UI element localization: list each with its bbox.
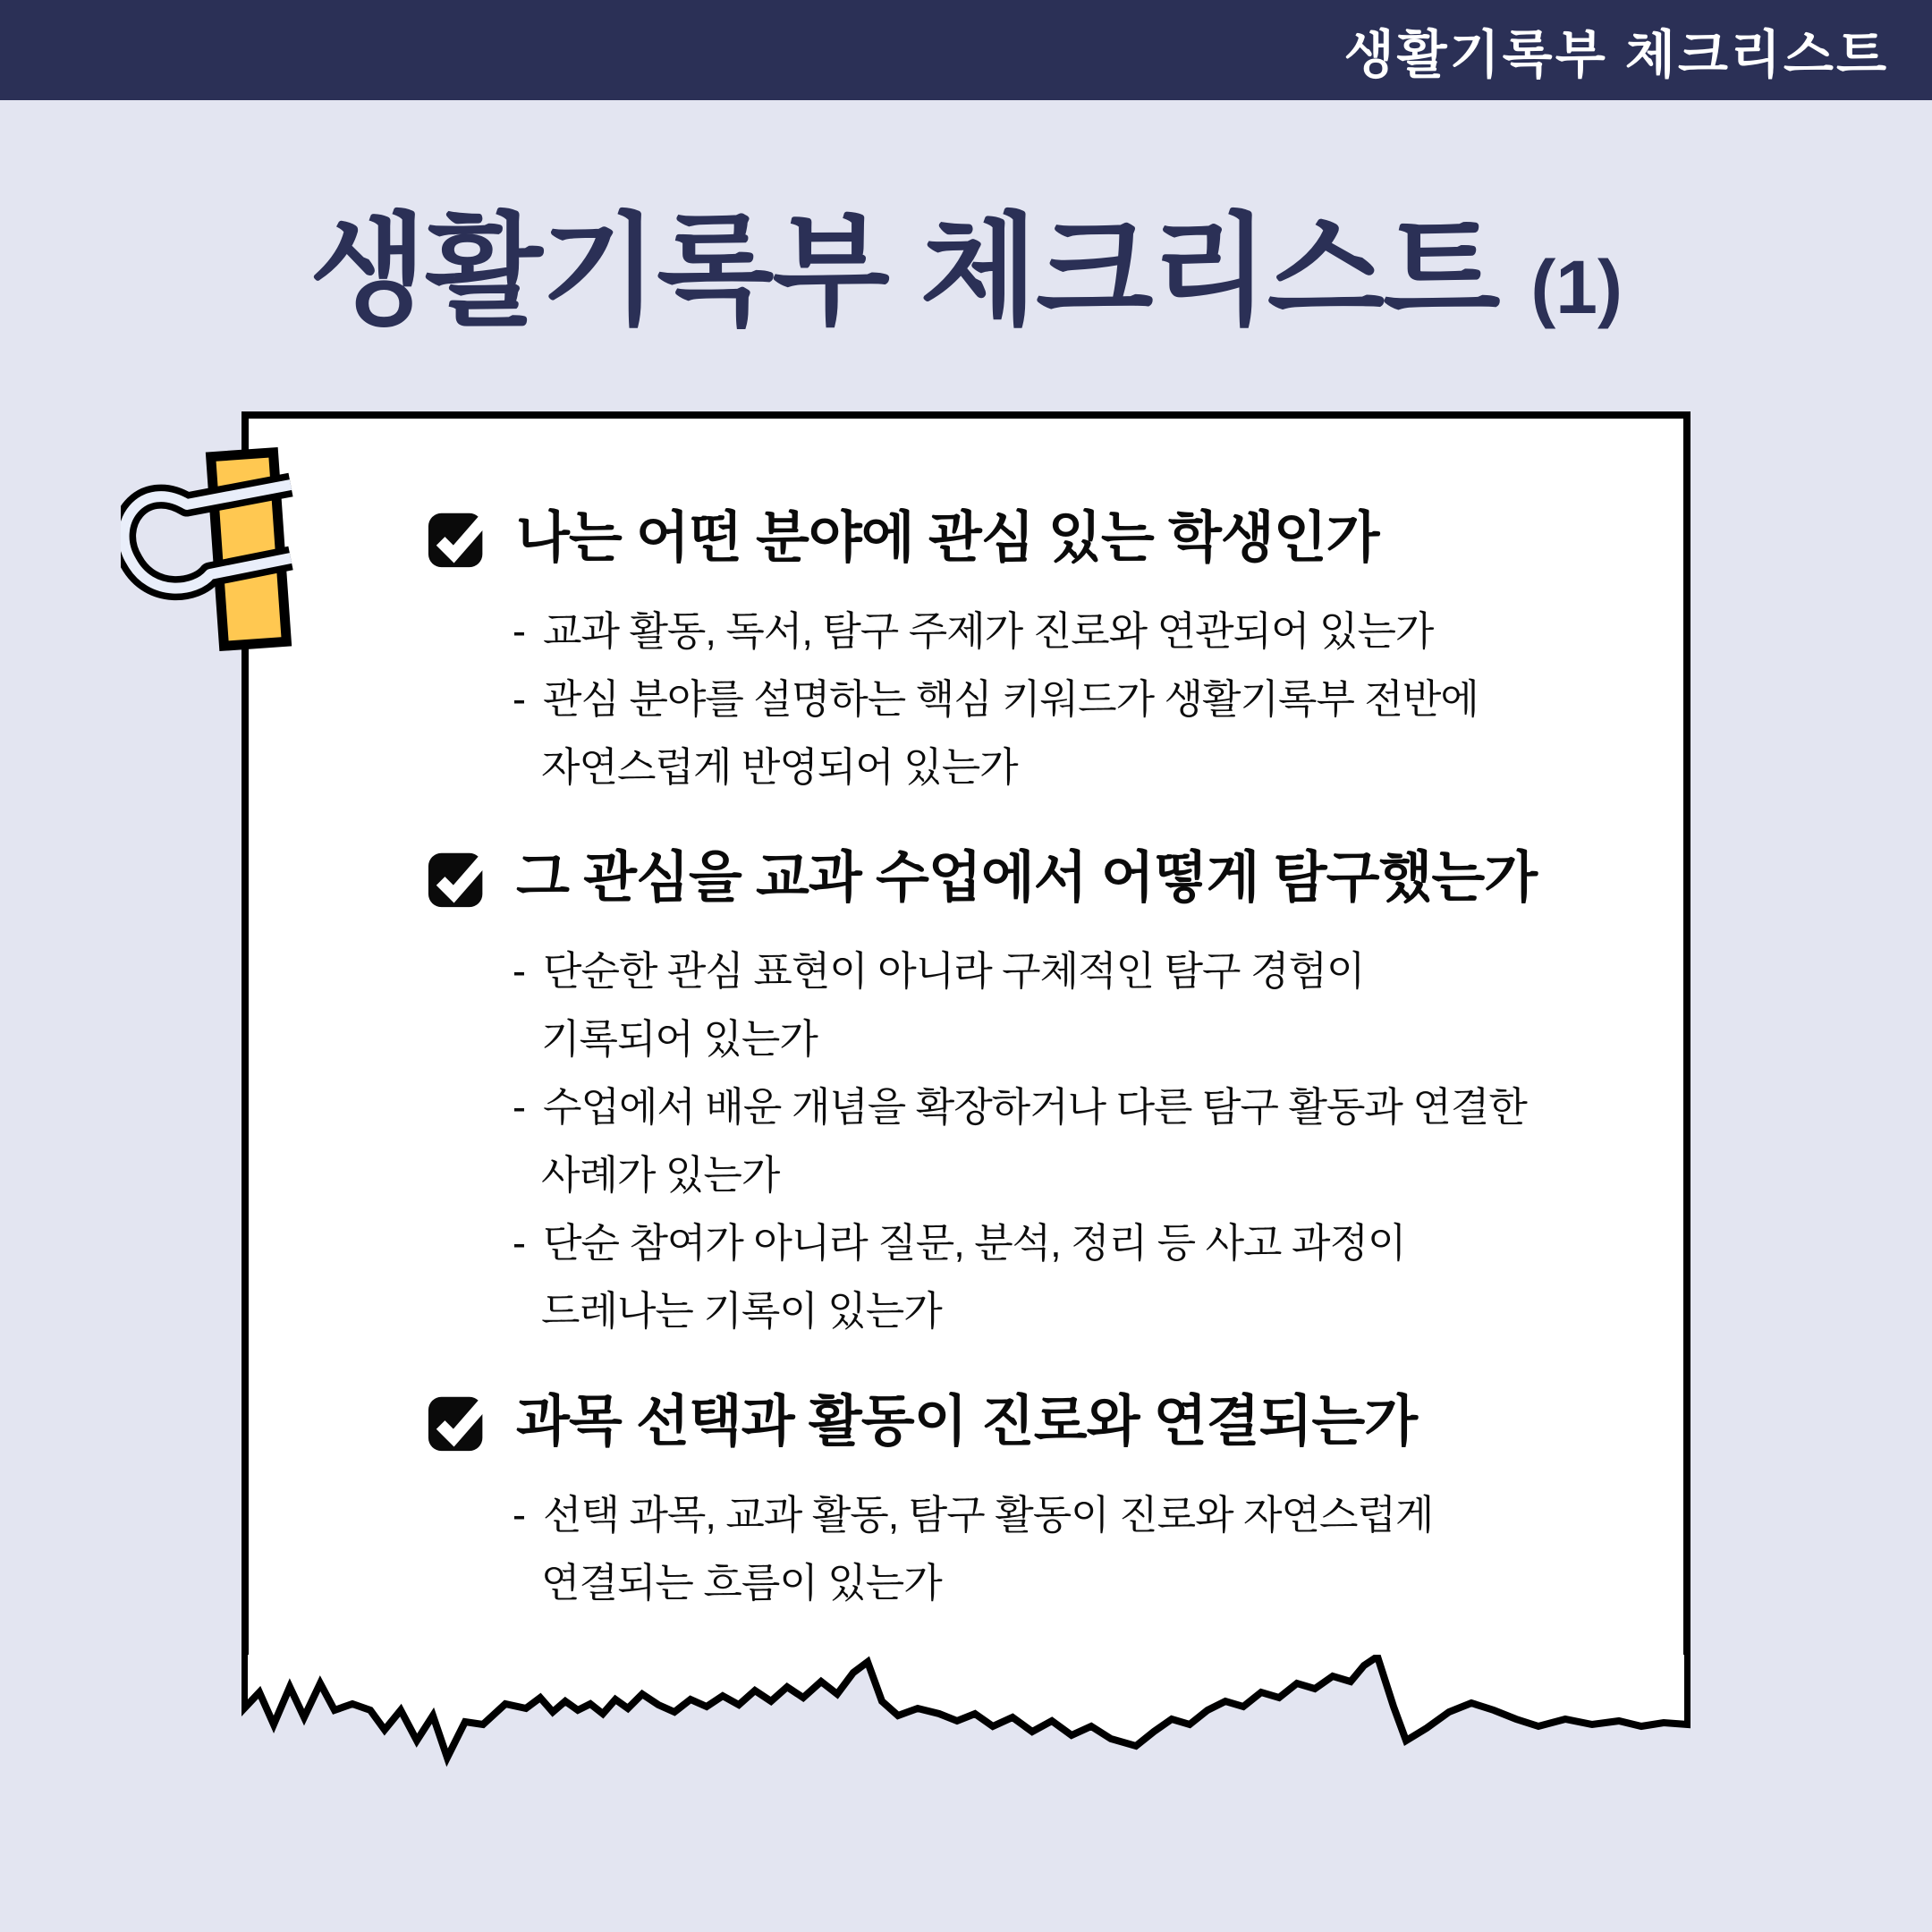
paper-sheet [242,411,1690,1657]
checked-checkbox-icon [427,844,495,912]
item-heading-row [427,844,1648,912]
bullet-dash: - [513,948,525,994]
point-text: 교과 활동, 독서, 탐구 주제가 진로와 연관되어 있는가 [543,608,1434,654]
point-line: 사례가 있는가 [541,1152,780,1198]
item-heading: 그 관심을 교과 수업에서 어떻게 탐구했는가 [516,846,1538,909]
top-banner [0,0,1932,100]
point-line: 연결되는 흐름이 있는가 [541,1560,942,1606]
page-title-number: (1) [1530,245,1623,329]
item-heading-row [427,1388,1648,1456]
torn-paper-edge [242,1655,1690,1771]
top-banner-label: 생활기록부 체크리스트 [1343,26,1889,84]
item-points [427,937,1648,1345]
point-line [513,665,1648,733]
binder-clip-icon [121,445,353,723]
point-text: 단순한 관심 표현이 아니라 구체적인 탐구 경험이 [543,948,1365,994]
page-title-text: 생활기록부 체크리스트 [309,203,1499,339]
point-line [513,597,1648,665]
bullet-dash: - [513,676,525,722]
bullet-dash: - [513,1084,525,1130]
point-line: 기록되어 있는가 [541,1016,818,1062]
page-title [0,199,1932,344]
point-line: 드레나는 기록이 있는가 [541,1288,942,1334]
point-line [513,1209,1648,1277]
item-heading-row [427,504,1648,572]
item-points [427,597,1648,801]
point-text: 단순 참여가 아니라 질문, 분석, 정리 등 사고 과정이 [543,1220,1406,1266]
point-line [513,937,1648,1005]
bullet-dash: - [513,1492,525,1538]
bullet-dash: - [513,608,525,654]
checklist-item [427,844,1648,1345]
point-line [513,1073,1648,1141]
checked-checkbox-icon [427,504,495,572]
item-heading: 과목 선택과 활동이 진로와 연결되는가 [516,1390,1418,1453]
point-line [513,1481,1648,1549]
point-text: 수업에서 배운 개념을 확장하거나 다른 탐구 활동과 연결한 [543,1084,1527,1130]
checklist-item [427,1388,1648,1617]
point-line: 자연스럽게 반영되어 있는가 [541,744,1018,790]
checked-checkbox-icon [427,1388,495,1456]
bullet-dash: - [513,1220,525,1266]
point-text: 관심 분야를 설명하는 핵심 키워드가 생활기록부 전반에 [543,676,1479,722]
checklist-item [427,504,1648,801]
point-text: 선택 과목, 교과 활동, 탐구 활동이 진로와 자연스럽게 [543,1492,1434,1538]
item-heading: 나는 어떤 분야에 관심 있는 학생인가 [516,506,1379,569]
item-points [427,1481,1648,1617]
checklist-paper [242,411,1690,1771]
